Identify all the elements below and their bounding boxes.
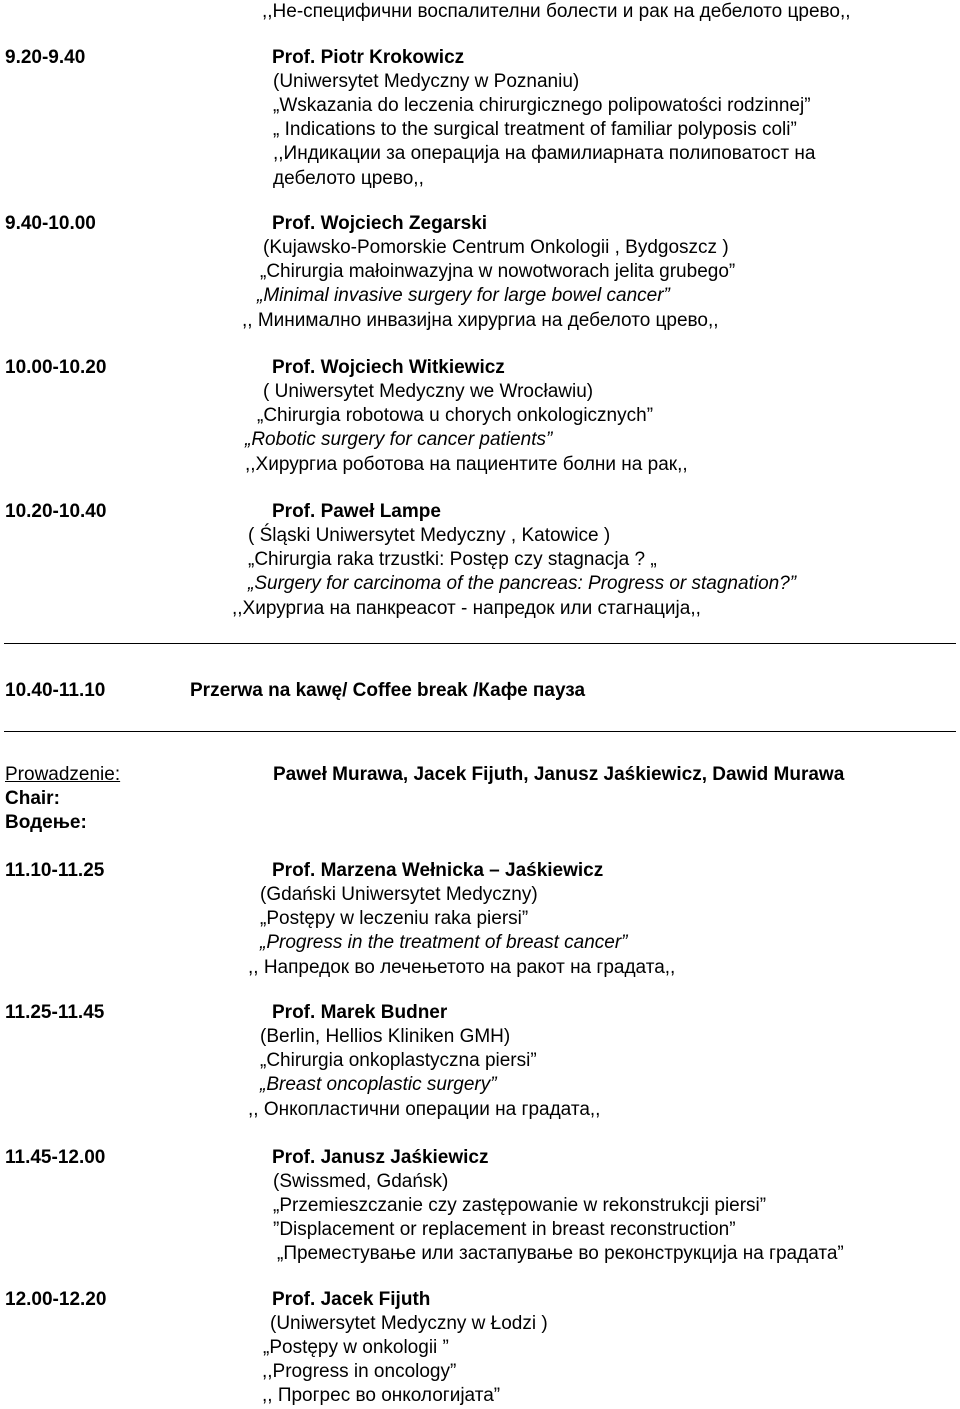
section-divider <box>4 643 956 644</box>
talk-title-en: „Breast oncoplastic surgery” <box>260 1074 497 1095</box>
talk-title-pl: „Chirurgia onkoplastyczna piersi” <box>260 1050 537 1071</box>
speaker-name: Marek Budner <box>320 1002 448 1023</box>
talk-title-mk: ,, Минимално инвазијна хирургиа на дебелото црево,, <box>242 310 719 331</box>
prof-prefix: Prof. <box>272 213 316 234</box>
affiliation: (Berlin, Hellios Kliniken GMH) <box>260 1026 511 1047</box>
section-divider <box>4 731 956 732</box>
affiliation: (Kujawsko-Pomorskie Centrum Onkologii , Bydgoszcz ) <box>263 237 729 258</box>
speaker-name: Jacek Fijuth <box>320 1289 431 1310</box>
talk-title-mk: ,,Хирургиа на панкреасот - напредок или стагнација,, <box>232 598 701 619</box>
prof-prefix: Prof. <box>272 1002 316 1023</box>
talk-title-en: „Minimal invasive surgery for large bowel cancer” <box>257 285 670 306</box>
speaker-name: Piotr Krokowicz <box>320 47 465 68</box>
speaker-name: Wojciech Witkiewicz <box>320 357 505 378</box>
speaker-heading <box>272 501 441 523</box>
prof-prefix: Prof. <box>272 501 316 522</box>
prof-prefix: Prof. <box>272 47 316 68</box>
talk-title-pl: „Chirurgia robotowa u chorych onkologicznych” <box>257 405 654 426</box>
slot-time: 10.20-10.40 <box>5 501 107 522</box>
speaker-heading <box>272 1002 447 1024</box>
prof-prefix: Prof. <box>272 1147 316 1168</box>
talk-title-mk: ,, Прогрес во онкологијата” <box>262 1385 501 1406</box>
chair-label-pl: Prowadzenie: <box>5 764 121 785</box>
slot-time: 9.20-9.40 <box>5 47 86 68</box>
talk-title-en: „Surgery for carcinoma of the pancreas: Progress or stagnation?” <box>248 573 797 594</box>
talk-title-en: ”Displacement or replacement in breast reconstruction” <box>273 1219 736 1240</box>
continued-title-line: ,,Не-специфични воспалителни болести и рак на дебелото црево,, <box>262 1 851 22</box>
talk-title-mk: ,,Индикации за операција на фамилиарната полиповатост на <box>273 143 816 164</box>
talk-title-mk-cont: дебелото црево,, <box>273 168 424 189</box>
affiliation: (Gdański Uniwersytet Medyczny) <box>260 884 538 905</box>
break-time: 10.40-11.10 <box>5 680 106 701</box>
talk-title-pl: „Postępy w onkologii ” <box>263 1337 449 1358</box>
slot-time: 9.40-10.00 <box>5 213 96 234</box>
affiliation: (Uniwersytet Medyczny w Poznaniu) <box>273 71 580 92</box>
talk-title-pl: „Przemieszczanie czy zastępowanie w rekonstrukcji piersi” <box>273 1195 767 1216</box>
prof-prefix: Prof. <box>272 357 316 378</box>
speaker-name: Marzena Wełnicka – Jaśkiewicz <box>320 860 604 881</box>
speaker-heading <box>272 47 464 69</box>
speaker-name: Paweł Lampe <box>320 501 441 522</box>
speaker-heading <box>272 213 487 235</box>
talk-title-pl: „Wskazania do leczenia chirurgicznego polipowatości rodzinnej” <box>273 95 811 116</box>
talk-title-mk: ,, Онкопластични операции на градата,, <box>248 1099 601 1120</box>
talk-title-en: „Robotic surgery for cancer patients” <box>245 429 553 450</box>
break-label: Przerwa na kawę/ Coffee break /Кафе пауза <box>190 680 586 701</box>
chair-label-mk: Водење: <box>5 812 87 833</box>
prof-prefix: Prof. <box>272 1289 316 1310</box>
talk-title-en: „ Indications to the surgical treatment of familiar polyposis coli” <box>273 119 797 140</box>
talk-title-mk: ,,Хирургиа роботова на пациентите болни на рак,, <box>245 454 688 475</box>
slot-time: 12.00-12.20 <box>5 1289 107 1310</box>
talk-title-mk: ,, Напредок во лечењетото на ракот на градата,, <box>248 957 676 978</box>
speaker-heading <box>272 1147 489 1169</box>
slot-time: 11.25-11.45 <box>5 1002 105 1023</box>
speaker-heading <box>272 357 505 379</box>
talk-title-en: ,,Progress in oncology” <box>262 1361 457 1382</box>
talk-title-pl: „Postępy w leczeniu raka piersi” <box>260 908 529 929</box>
affiliation: ( Śląski Uniwersytet Medyczny , Katowice ) <box>248 525 611 546</box>
slot-time: 11.10-11.25 <box>5 860 105 881</box>
speaker-name: Wojciech Zegarski <box>320 213 488 234</box>
affiliation: ( Uniwersytet Medyczny we Wrocławiu) <box>263 381 594 402</box>
speaker-heading <box>272 1289 430 1311</box>
affiliation: (Swissmed, Gdańsk) <box>273 1171 449 1192</box>
affiliation: (Uniwersytet Medyczny w Łodzi ) <box>270 1313 548 1334</box>
prof-prefix: Prof. <box>272 860 316 881</box>
slot-time: 10.00-10.20 <box>5 357 107 378</box>
talk-title-pl: „Chirurgia małoinwazyjna w nowotworach jelita grubego” <box>260 261 736 282</box>
speaker-heading <box>272 860 603 882</box>
talk-title-en: „Progress in the treatment of breast cancer” <box>260 932 628 953</box>
talk-title-mk: „Преместување или застапување во реконструкција на градата” <box>277 1243 844 1264</box>
talk-title-pl: „Chirurgia raka trzustki: Postęp czy stagnacja ? „ <box>248 549 657 570</box>
chair-names: Paweł Murawa, Jacek Fijuth, Janusz Jaśkiewicz, Dawid Murawa <box>273 764 845 785</box>
speaker-name: Janusz Jaśkiewicz <box>320 1147 489 1168</box>
chair-label-en: Chair: <box>5 788 60 809</box>
slot-time: 11.45-12.00 <box>5 1147 106 1168</box>
